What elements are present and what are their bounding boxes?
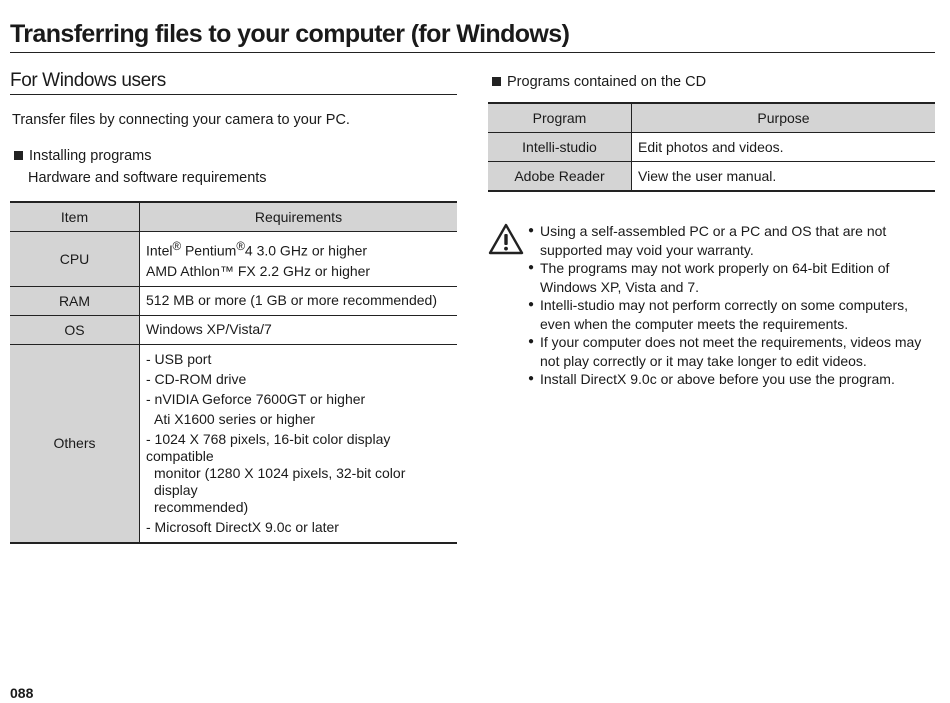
registered-mark: ® — [172, 240, 182, 253]
right-column — [488, 70, 935, 192]
table-row — [10, 286, 457, 315]
table-row — [488, 133, 935, 162]
list-item: ● The programs may not work properly on 64-bit Edition of Windows XP, Vista and 7. — [528, 259, 938, 296]
cd-heading — [488, 74, 935, 90]
page-title: Transferring files to your computer (for Windows) — [10, 20, 935, 53]
header-item: Item — [10, 202, 140, 232]
table-row — [10, 315, 457, 344]
others-line: - nVIDIA Geforce 7600GT or higher — [146, 390, 366, 407]
list-item: ● Install DirectX 9.0c or above before you use the program. — [528, 370, 938, 389]
others-line: Ati X1600 series or higher — [154, 410, 316, 427]
cpu-pentium: Pentium — [181, 242, 237, 259]
header-program: Program — [488, 103, 632, 133]
programs-table — [488, 102, 935, 192]
others-line: recommended) — [154, 498, 249, 515]
requirements-table — [10, 201, 457, 544]
programs-header-row — [488, 103, 935, 133]
row-item-others: Others — [10, 344, 140, 543]
section-title: For Windows users — [10, 70, 457, 95]
row-value-os: Windows XP/Vista/7 — [140, 315, 458, 344]
cpu-line-2: AMD Athlon™ FX 2.2 GHz or higher — [146, 262, 371, 279]
program-purpose: Edit photos and videos. — [632, 133, 936, 162]
cpu-speed: 4 3.0 GHz or higher — [244, 242, 368, 259]
row-value-ram: 512 MB or more (1 GB or more recommended) — [140, 286, 458, 315]
installing-heading — [10, 148, 457, 164]
table-row — [10, 344, 457, 543]
registered-mark: ® — [236, 240, 245, 253]
notes-list — [488, 222, 938, 389]
requirements-subheading: Hardware and software requirements — [28, 170, 267, 186]
list-item: ● If your computer does not meet the requirements, videos may not play correctly or it may take longer to edit videos. — [528, 333, 938, 370]
others-line: - CD-ROM drive — [146, 370, 247, 387]
row-item-cpu: CPU — [10, 232, 140, 287]
page-number: 088 — [10, 685, 34, 701]
others-line: - 1024 X 768 pixels, 16-bit color display compatible — [146, 430, 391, 464]
list-item: ● Intelli-studio may not perform correctly on some computers, even when the computer meets the requirements. — [528, 296, 938, 333]
program-name: Intelli-studio — [488, 133, 632, 162]
cpu-line-1 — [146, 238, 451, 260]
row-value-cpu — [140, 232, 458, 287]
others-line: monitor (1280 X 1024 pixels, 32-bit color display — [154, 464, 406, 498]
cd-heading-label: Programs contained on the CD — [507, 74, 707, 90]
square-bullet-icon — [14, 151, 23, 160]
list-item: ● Using a self-assembled PC or a PC and OS that are not supported may void your warranty. — [528, 222, 938, 259]
header-requirements: Requirements — [140, 202, 458, 232]
header-purpose: Purpose — [632, 103, 936, 133]
program-purpose: View the user manual. — [632, 162, 936, 192]
requirements-header-row — [10, 202, 457, 232]
table-row — [488, 162, 935, 192]
table-row — [10, 232, 457, 287]
notes-box — [488, 222, 938, 389]
row-value-others — [140, 344, 458, 543]
square-bullet-icon — [492, 77, 501, 86]
others-line: - Microsoft DirectX 9.0c or later — [146, 518, 339, 535]
row-item-os: OS — [10, 315, 140, 344]
program-name: Adobe Reader — [488, 162, 632, 192]
cpu-intel: Intel — [146, 242, 173, 259]
intro-text: Transfer files by connecting your camera to your PC. — [12, 112, 350, 128]
left-column — [10, 70, 457, 544]
warning-triangle-icon — [488, 222, 524, 256]
installing-heading-label: Installing programs — [29, 148, 152, 164]
others-line: - USB port — [146, 350, 212, 367]
row-item-ram: RAM — [10, 286, 140, 315]
